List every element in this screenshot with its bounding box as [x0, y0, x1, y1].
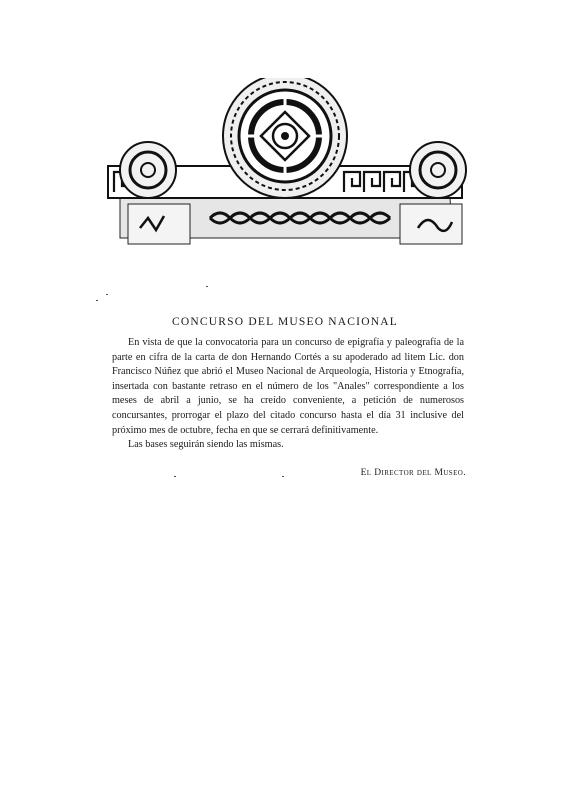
paragraph: En vista de que la convocatoria para un concurso de epigrafía y paleografía de la parte en cifra de la carta de don Hernando Cortés a su apoderado ad litem Lic. don Francisco Núñez que abrió el Museo Nacional de Arqueología, Historia y Etnografía, insertada con bastante retraso en el número de los "Anales" correspondiente a los meses de abril a junio, se ha creído conveniente, a petición de numerosos concursantes, prorrogar el plazo del citado concurso hasta el día 31 inclusive del próximo mes de octubre, fecha en que se cerrará definitivamente.	[112, 337, 464, 436]
scan-speck	[174, 476, 176, 477]
article-title: CONCURSO DEL MUSEO NACIONAL	[172, 316, 398, 328]
scan-speck	[106, 294, 108, 295]
header-ornament	[100, 78, 470, 268]
aztec-calendar-stone-icon	[100, 78, 470, 268]
signature: El Director del Museo.	[360, 468, 466, 478]
scan-speck	[282, 476, 284, 477]
paragraph: Las bases seguirán siendo las mismas.	[128, 439, 284, 451]
article-body	[112, 336, 464, 453]
scan-speck	[96, 300, 98, 301]
scan-speck	[206, 286, 208, 287]
